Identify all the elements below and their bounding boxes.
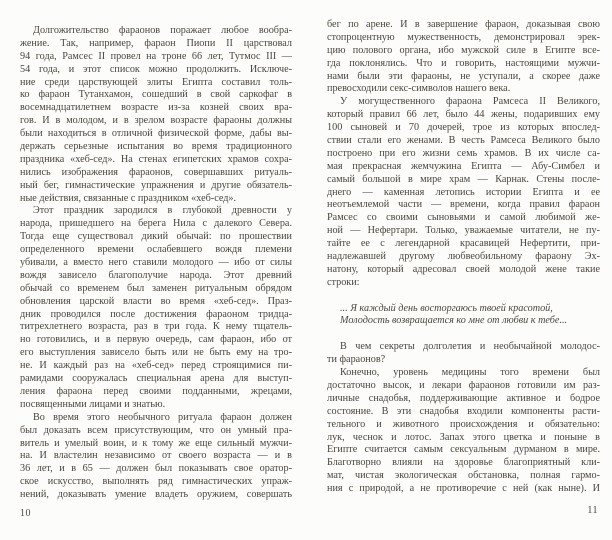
text-line: который правил 66 лет, было 44 жены, подаривших ему xyxy=(327,109,600,121)
text-line: ные действия, связанные с праздником «хеб-сед». xyxy=(20,192,237,204)
text-line: но готовились, и в первую очередь, сам фараон, ибо от xyxy=(20,334,292,346)
page-left xyxy=(20,25,292,540)
text-line: тельного и животного происхождения и обязательно: xyxy=(327,418,600,430)
text-line: ления фараона перед своими подданными, жрецами, xyxy=(20,385,292,397)
text-line: держать серьезные испытания во время традиционного xyxy=(20,141,292,153)
text-line: достаточно высок, и лекари фараонов готовили им раз- xyxy=(327,379,600,391)
text-line: витель и умелый воин, и к тому же еще сильный мужчи- xyxy=(20,437,292,449)
page-right xyxy=(327,19,600,534)
text-line: неотъемлемой части — времени, когда правил фараон xyxy=(327,199,600,211)
text-line: были находиться в отличной физической форме, дабы вы- xyxy=(20,128,292,140)
text-line: лук, чеснок и лотос. Запах этого цветка и поныне в xyxy=(327,431,600,443)
page-number-left: 10 xyxy=(20,508,31,519)
text-line: 94 года, Рамсес II провел на троне 66 лет, Тутмос III — xyxy=(20,50,292,62)
text-line: ствии стали его женами. В честь Рамсеса Великого было xyxy=(327,135,600,147)
text-line: строки: xyxy=(327,276,360,288)
text-line: посвященными лицами и знатью. xyxy=(20,398,166,410)
text-line: ния с природой, а не противоречие с ней (как ныне). И xyxy=(327,483,600,495)
verse-line: Молодость возвращается ко мне от любви к тебе... xyxy=(340,315,568,327)
text-line: убивали, а вместо него ставили молодого — ибо от силы xyxy=(20,257,292,269)
text-line: его выступления зависело быть или не быть ему на тро- xyxy=(20,347,292,359)
text-line: народа, пришедшего на берега Нила с далекого Севера. xyxy=(20,218,292,230)
text-line: ние среди царствующей элиты Египта составил толь- xyxy=(20,76,292,88)
text-line: стопроцентную мужественность, демонстрировал эрек- xyxy=(327,31,600,43)
text-line: мая прекрасная жемчужина Египта — Абу-Симбел и xyxy=(327,160,600,172)
text-line: Этот праздник зародился в глубокой древности у xyxy=(33,205,292,217)
text-line: У могущественного фараона Рамсеса II Великого, xyxy=(340,96,600,108)
text-line: рамидами сооружалась специальная арена для выступ- xyxy=(20,373,292,385)
text-line xyxy=(327,290,600,303)
text-line: построено при его жизни семь храмов. В их числе са- xyxy=(327,147,600,159)
text-line: не. И каждый раз на «хеб-сед» перед строящимися пи- xyxy=(20,360,292,372)
text-line: состояние. В эти снадобья входили компоненты расти- xyxy=(327,405,600,417)
text-line: дник проводился после достижения фараоном тридца- xyxy=(20,308,292,320)
text-line: днего — каменная летопись истории Египта и ее xyxy=(327,186,600,198)
text-line: 100 сыновей и 70 дочерей, трое из которых впослед- xyxy=(327,122,600,134)
text-line: В чем секреты долголетия и необычайной молодос- xyxy=(340,341,600,353)
verse-line: ... Я каждый день восторгаюсь твоей красотой, xyxy=(340,302,553,314)
text-line: нений, доказывать умение владеть оружием, совершать xyxy=(20,489,292,501)
text-line: ный бег, гимнастические упражнения и другие обязатель- xyxy=(20,179,292,191)
text-line: был доказать всем присутствующим, что он умный пра- xyxy=(20,424,292,436)
text-line: ти фараонов? xyxy=(327,354,386,366)
text-line: 54 года, и этот список можно продолжить. Исключе- xyxy=(20,63,292,75)
text-line: натону, который адресовал своей молодой жене такие xyxy=(327,263,600,275)
text-line: тайте ее с легендарной красавицей Нефертити, при- xyxy=(327,238,600,250)
text-line: Конечно, уровень медицины того времени был xyxy=(340,367,600,379)
text-line: превосходили секс-символов нашего века. xyxy=(327,83,511,95)
text-line: обновления царской власти во время «хеб-сед». Праз- xyxy=(20,295,292,307)
text-line: надлежавшей другому любвеобильному фараону Эх- xyxy=(327,251,600,263)
page-lines xyxy=(20,25,292,502)
text-line: ной — Нефертари. Только, уважаемые читатели, не пу- xyxy=(327,225,600,237)
text-line: нились изображения фараонов, совершавших ритуаль- xyxy=(20,166,292,178)
text-line: на. И властелин независимо от своего возраста — и в xyxy=(20,450,292,462)
page-lines xyxy=(327,19,600,496)
text-line: Благотворно влияли на здоровье благоприятный кли- xyxy=(327,457,600,469)
text-line: личные снадобья, поддерживающие активное и бодрое xyxy=(327,392,600,404)
text-line: нами были эти фараоны, не уступали, а скорее даже xyxy=(327,70,600,82)
text-line: гда поклонялись. Что и говорить, настоящими мужчи- xyxy=(327,57,600,69)
text-line: 36 лет, и в 65 — должен был показывать свое оратор- xyxy=(20,463,292,475)
page-number-right: 11 xyxy=(587,505,598,516)
text-line: жение. Так, например, фараон Пиопи II царствовал xyxy=(20,37,292,49)
text-line: Во время этого необычного ритуала фараон должен xyxy=(33,411,292,423)
text-line: обычай со временем был заменен ритуальным обрядом xyxy=(20,282,292,294)
text-line: ское искусство, выполнять ряд гимнастических упраж- xyxy=(20,476,292,488)
text-line: ко фараон Тутанхамон, сошедший в свой саркофаг в xyxy=(20,89,292,101)
text-line: Долгожительство фараонов поражает любое вообра- xyxy=(33,25,292,36)
text-line: самый большой в мире храм — Карнак. Стены после- xyxy=(327,173,600,185)
text-line: цию полового органа, ибо мужской силе в Египте все- xyxy=(327,44,600,56)
text-line: праздника «хеб-сед». На стенах египетских храмов сохра- xyxy=(20,153,292,165)
text-line: определенного времени ослабевшего вождя племени xyxy=(20,244,292,256)
text-line: бег по арене. И в завершение фараон, доказывая свою xyxy=(327,19,600,30)
text-line xyxy=(327,328,600,341)
text-line: Рамсес со своими сыновьями и самой любимой же- xyxy=(327,212,600,224)
text-line: вождя зависело благополучие народа. Этот древний xyxy=(20,269,292,281)
text-line: титрехлетнего возраста, раз в три года. К нему тщатель- xyxy=(20,321,292,333)
text-line: Тогда еще существовал дикий обычай: по прошествии xyxy=(20,231,292,243)
text-line: восемнадцатилетнем возрасте из-за козней своих вра- xyxy=(20,102,292,114)
text-line: мат, чистая экологическая обстановка, полная гармо- xyxy=(327,470,600,482)
text-line: Египте считается самым сексуальным дурманом в мире. xyxy=(327,444,600,456)
text-line: гов. И в молодом, и в зрелом возрасте фараоны должны xyxy=(20,115,292,127)
